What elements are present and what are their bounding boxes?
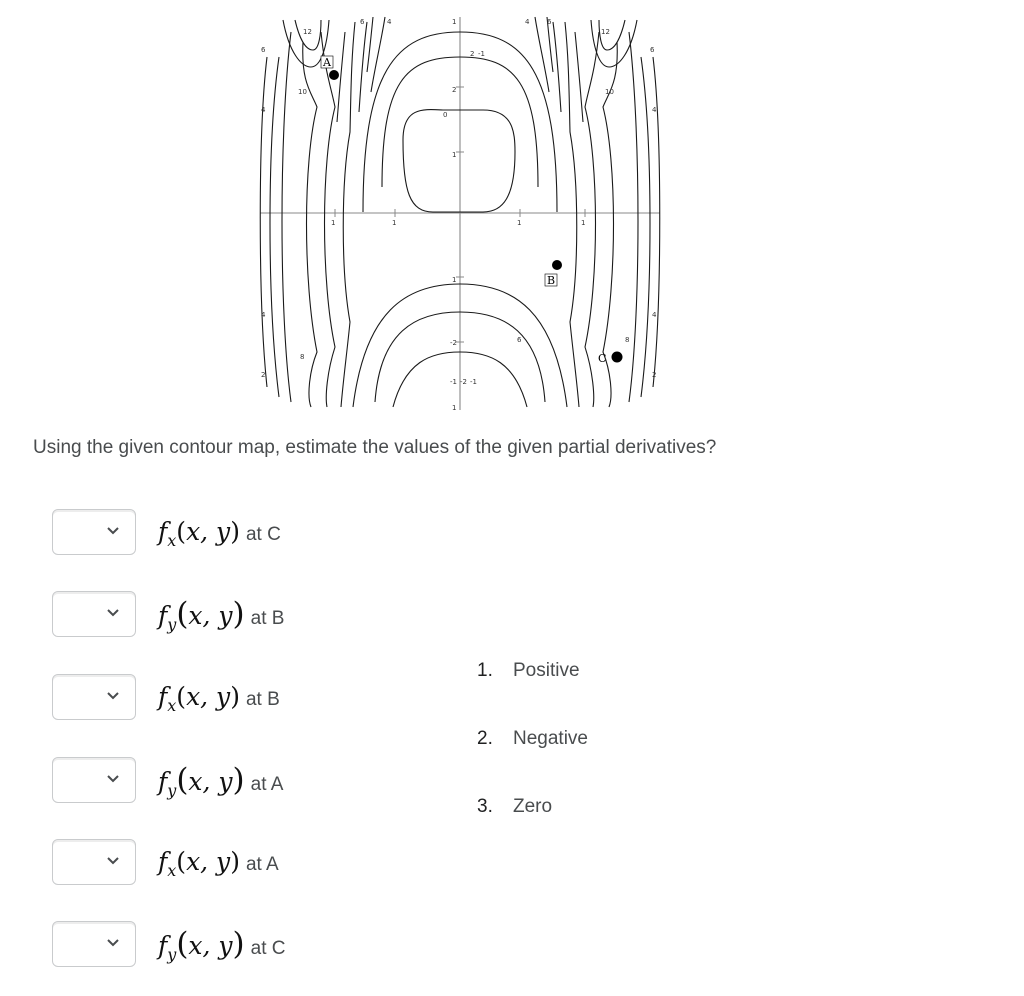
point-a-label: A <box>323 56 331 69</box>
derivative-expression: $f_x(x$, y) at C <box>158 517 281 550</box>
contour-label: 1 <box>331 219 336 227</box>
contour-label: 1 <box>452 276 457 284</box>
contour-label: 8 <box>625 336 630 344</box>
point-c-label: C <box>598 352 607 365</box>
derivative-expression: $f_x(x$, y) at B <box>158 682 280 715</box>
contour-label: 6 <box>360 18 365 26</box>
choice-positive: 1. Positive <box>477 660 580 681</box>
chevron-down-icon <box>107 527 119 535</box>
point-b-label: B <box>547 274 556 287</box>
point-label: at B <box>250 608 285 629</box>
contour-label: 10 <box>298 88 307 96</box>
contour-label: 2 <box>261 371 266 379</box>
contour-label: -1 <box>450 378 457 386</box>
answer-dropdown[interactable] <box>52 839 136 885</box>
chevron-down-icon <box>107 609 119 617</box>
contour-map <box>255 12 665 412</box>
chevron-down-icon <box>107 692 119 700</box>
contour-label: -1 <box>478 50 485 58</box>
contour-label: 2 <box>470 50 475 58</box>
chevron-down-icon <box>107 775 119 783</box>
answer-dropdown[interactable] <box>52 591 136 637</box>
contour-label: 4 <box>387 18 392 26</box>
question-text: Using the given contour map, estimate the values of the given partial derivatives? <box>33 437 717 458</box>
derivative-expression: $f_x(x$, y) at A <box>158 847 279 880</box>
contour-label: 6 <box>650 46 655 54</box>
point-label: at C <box>250 938 286 959</box>
contour-label: 4 <box>261 106 266 114</box>
chevron-down-icon <box>107 939 119 947</box>
contour-label: 4 <box>525 18 530 26</box>
contour-label: 6 <box>261 46 266 54</box>
contour-label: 1 <box>452 151 457 159</box>
answer-dropdown[interactable] <box>52 674 136 720</box>
point-label: at B <box>245 689 280 710</box>
contour-label: 12 <box>303 28 312 36</box>
point-a-marker <box>329 70 339 80</box>
contour-label: 12 <box>601 28 610 36</box>
choice-zero: 3. Zero <box>477 796 553 817</box>
derivative-expression: $f_y(x$, y) at A <box>158 762 284 800</box>
contour-label: -2 <box>450 339 457 347</box>
chevron-down-icon <box>107 857 119 865</box>
contour-label: 1 <box>452 18 457 26</box>
contour-label: 4 <box>652 106 657 114</box>
point-label: at A <box>245 854 279 875</box>
point-label: at A <box>250 774 284 795</box>
answer-dropdown[interactable] <box>52 509 136 555</box>
point-b-marker <box>552 260 562 270</box>
contour-label: 0 <box>443 111 448 119</box>
contour-label: -2 <box>460 378 467 386</box>
contour-label: 1 <box>452 404 457 412</box>
contour-label: 1 <box>581 219 586 227</box>
contour-label: 6 <box>547 18 552 26</box>
contour-label: 4 <box>652 311 657 319</box>
contour-label: 2 <box>652 371 657 379</box>
derivative-expression: $f_y(x$, y) at C <box>158 926 286 964</box>
derivative-expression: $f_y(x$, y) at B <box>158 596 285 634</box>
point-label: at C <box>245 524 281 545</box>
contour-label: -1 <box>470 378 477 386</box>
choice-negative: 2. Negative <box>477 728 588 749</box>
contour-label: 8 <box>300 353 305 361</box>
answer-dropdown[interactable] <box>52 757 136 803</box>
point-c-marker <box>612 352 623 363</box>
contour-label: 1 <box>392 219 397 227</box>
contour-label: 2 <box>452 86 457 94</box>
contour-label: 1 <box>517 219 522 227</box>
contour-label: 4 <box>261 311 266 319</box>
contour-label: 6 <box>517 336 522 344</box>
contour-label: 10 <box>605 88 614 96</box>
answer-dropdown[interactable] <box>52 921 136 967</box>
